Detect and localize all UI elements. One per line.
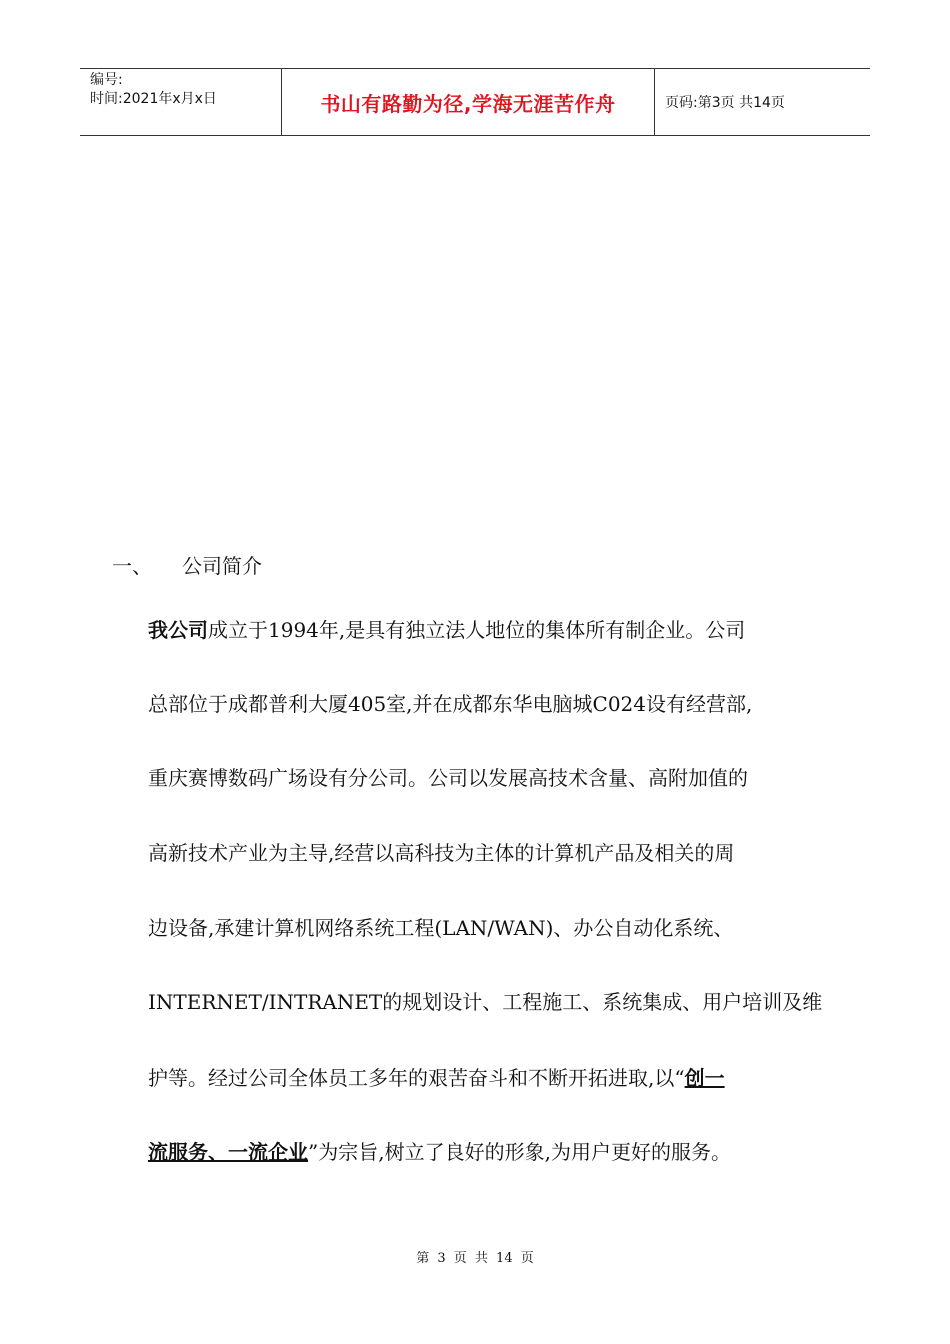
paragraph-line	[148, 1138, 848, 1166]
page-header	[80, 68, 870, 136]
header-motto-cell	[282, 69, 655, 135]
section-number: 一、	[112, 554, 152, 578]
paragraph-text: ”为宗旨,树立了良好的形象,为用户更好的服务。	[308, 1140, 731, 1164]
slogan-underlined: 创一	[684, 1066, 725, 1090]
header-page-label: 页码:第3页 共14页	[665, 95, 785, 111]
header-meta-cell	[80, 69, 282, 135]
number-label: 编号:	[90, 72, 123, 88]
paragraph-line: 总部位于成都普利大厦405室,并在成都东华电脑城C024设有经营部,	[148, 692, 753, 716]
paragraph-text: 成立于1994年,是具有独立法人地位的集体所有制企业。公司	[208, 618, 746, 642]
time-label: 时间:2021年x月x日	[90, 91, 217, 107]
header-motto: 书山有路勤为径,学海无涯苦作舟	[320, 91, 616, 116]
paragraph-line: 高新技术产业为主导,经营以高科技为主体的计算机产品及相关的周	[148, 841, 735, 865]
paragraph-text: 护等。经过公司全体员工多年的艰苦奋斗和不断开拓进取,以“	[148, 1066, 685, 1090]
paragraph-line: 重庆赛博数码广场设有分公司。公司以发展高技术含量、高附加值的	[148, 766, 748, 790]
paragraph-line: 边设备,承建计算机网络系统工程(LAN/WAN)、办公自动化系统、	[148, 916, 734, 940]
company-name-bold: 我公司	[148, 618, 208, 642]
paragraph-line: INTERNET/INTRANET的规划设计、工程施工、系统集成、用户培训及维	[148, 990, 823, 1014]
paragraph-line	[148, 616, 848, 644]
section-heading	[112, 552, 262, 580]
slogan-underlined: 流服务、一流企业	[148, 1140, 308, 1164]
section-title: 公司简介	[182, 554, 262, 578]
paragraph-line	[148, 1064, 848, 1092]
page-footer: 第 3 页 共 14 页	[416, 1251, 534, 1266]
header-page-cell	[655, 69, 870, 135]
